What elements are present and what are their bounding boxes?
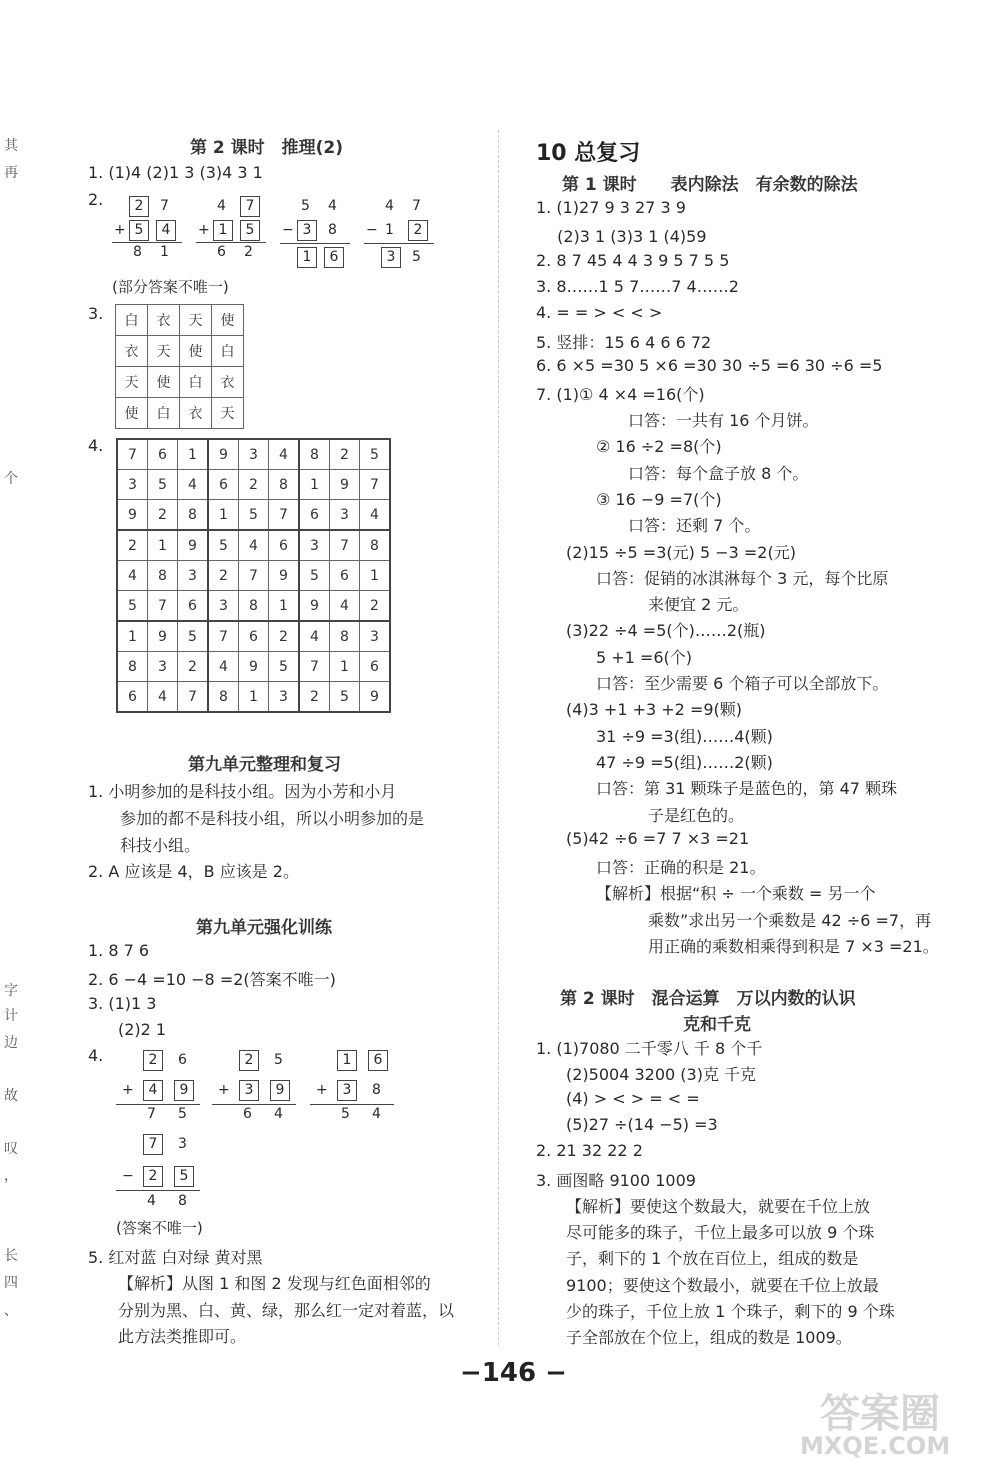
lesson-title: 第 2 课时 推理(2) [190,138,344,158]
answer-line: 口答：第 31 颗珠子是蓝色的，第 47 颗珠 [596,779,898,799]
sudoku-cell: 3 [208,591,239,622]
sudoku-cell: 6 [299,500,330,531]
sudoku-cell: 5 [239,500,269,531]
lesson-title: 第 1 课时 表内除法 有余数的除法 [562,175,858,195]
sudoku-cell: 9 [208,439,239,470]
sudoku-cell: 9 [299,591,330,622]
sudoku-cell: 8 [117,652,148,682]
sudoku-cell: 5 [208,530,239,561]
train-line: 1. 8 7 6 [88,941,150,960]
review-line: 参加的都不是科技小组，所以小明参加的是 [120,809,425,828]
margin-char: 计 [4,1008,18,1024]
answer-line: 5. 竖排：15 6 4 6 6 72 [536,332,712,352]
sudoku-cell: 1 [148,530,178,561]
margin-char: 其 [4,138,18,154]
lesson-title: 克和千克 [683,1015,751,1035]
sudoku-cell: 4 [117,561,148,591]
margin-char: 个 [4,471,18,487]
sudoku-cell: 6 [330,561,360,591]
sudoku-cell: 1 [117,621,148,652]
review-line: 科技小组。 [120,836,201,855]
sudoku-cell: 4 [360,500,391,531]
answer-line: 7. (1)① 4 ×4 =16(个) [536,385,705,405]
sudoku-cell: 5 [148,470,178,500]
sudoku-cell: 7 [148,591,178,622]
answer-line: ② 16 ÷2 =8(个) [596,437,722,457]
sudoku-cell: 9 [330,470,360,500]
sudoku-cell: 5 [299,561,330,591]
sudoku-cell: 1 [269,591,300,622]
sudoku-cell: 6 [269,530,300,561]
margin-char: 故 [4,1088,18,1104]
sudoku-cell: 8 [208,682,239,713]
sudoku-cell: 8 [178,500,209,531]
grid-cell: 白 [148,398,180,429]
vertical-calc: 2 6 + 4 9 7 5 [116,1048,200,1124]
sudoku-cell: 5 [330,682,360,713]
grid-cell: 天 [148,336,180,367]
sudoku-cell: 3 [239,439,269,470]
chapter-title: 10 总复习 [536,141,641,166]
grid-cell: 使 [116,398,148,429]
sudoku-cell: 9 [239,652,269,682]
sudoku-cell: 7 [239,561,269,591]
margin-char: 再 [4,165,18,181]
sudoku-cell: 3 [117,470,148,500]
answer-note: (答案不唯一) [116,1219,203,1237]
grid-cell: 白 [116,305,148,336]
sudoku-cell: 8 [330,621,360,652]
grid-cell: 衣 [116,336,148,367]
sudoku-cell: 6 [117,682,148,713]
sudoku-cell: 4 [239,530,269,561]
sudoku-cell: 2 [330,439,360,470]
answer-line: 【解析】根据“积 ÷ 一个乘数 = 另一个 [596,884,876,904]
sudoku-cell: 8 [299,439,330,470]
sudoku-cell: 8 [269,470,300,500]
margin-char: 字 [4,983,18,999]
answer-line: 31 ÷9 =3(组)……4(颗) [596,726,773,746]
answer-line: 1. (1)27 9 3 27 3 9 [536,198,686,217]
answer-line: 尽可能多的珠子，千位上最多可以放 9 个珠 [566,1223,875,1243]
sudoku-cell: 3 [178,561,209,591]
sudoku-cell: 6 [178,591,209,622]
sudoku-cell: 5 [269,652,300,682]
grid-cell: 衣 [212,367,244,398]
answer-note: (部分答案不唯一) [112,278,229,296]
sudoku-cell: 9 [269,561,300,591]
sudoku-cell: 7 [269,500,300,531]
sudoku-cell: 3 [269,682,300,713]
grid-cell: 衣 [180,398,212,429]
answer-line: 9100；要使这个数最小，就要在千位上放最 [566,1275,879,1295]
sudoku-cell: 8 [148,561,178,591]
sudoku-cell: 6 [360,652,391,682]
answer-line: (5)27 ÷(14 −5) =3 [566,1114,718,1134]
vertical-calc: 2 5 + 3 9 6 4 [212,1048,296,1124]
answer-line: 47 ÷9 =5(组)……2(颗) [596,752,773,772]
sudoku-cell: 6 [148,439,178,470]
answer-line: (5)42 ÷6 =7 7 ×3 =21 [566,828,750,848]
answer-line: (2)15 ÷5 =3(元) 5 −3 =2(元) [566,542,796,562]
sudoku-cell: 2 [178,652,209,682]
train-line: 3. (1)1 3 [88,994,157,1013]
answer-line: 2. 21 32 22 2 [536,1141,643,1161]
answer-line: (4)3 +1 +3 +2 =9(颗) [566,700,743,720]
explanation-line: 此方法类推即可。 [118,1327,247,1346]
answer-line: 子全部放在个位上，组成的数是 1009。 [566,1328,852,1348]
answer-line: 用正确的乘数相乘得到积是 7 ×3 =21。 [648,937,939,956]
watermark-logo: 答案圈 [820,1391,940,1437]
lesson-title: 第 2 课时 混合运算 万以内数的认识 [560,989,856,1009]
answer-line: 口答：每个盒子放 8 个。 [628,463,809,483]
train-line: 2. 6 −4 =10 −8 =2(答案不唯一) [88,970,336,989]
section-title: 第九单元强化训练 [196,918,332,938]
sudoku-cell: 4 [330,591,360,622]
review-line: 2. A 应该是 4，B 应该是 2。 [88,862,299,881]
grid-cell: 白 [212,336,244,367]
answer-q4-label: 4. [88,436,104,455]
sudoku-cell: 5 [117,591,148,622]
sudoku-cell: 5 [178,621,209,652]
sudoku-cell: 2 [360,591,391,622]
column-divider [498,130,499,1345]
train-line: 5. 红对蓝 白对绿 黄对黑 [88,1248,263,1267]
answer-line: 2. 8 7 45 4 4 3 9 5 7 5 5 [536,250,730,270]
sudoku-cell: 1 [330,652,360,682]
grid-cell: 天 [212,398,244,429]
answer-line: 口答：促销的冰淇淋每个 3 元，每个比原 [596,568,889,588]
sudoku-cell: 7 [208,621,239,652]
sudoku-grid [116,438,391,713]
sudoku-cell: 2 [239,470,269,500]
sudoku-cell: 4 [148,682,178,713]
answer-line: 口答：还剩 7 个。 [628,516,761,536]
explanation-line: 【解析】从图 1 和图 2 发现与红色面相邻的 [118,1274,431,1293]
sudoku-cell: 1 [239,682,269,713]
grid-cell: 天 [116,367,148,398]
sudoku-cell: 4 [269,439,300,470]
answer-line: 口答：至少需要 6 个箱子可以全部放下。 [596,674,889,693]
answer-line: 来便宜 2 元。 [648,595,749,615]
sudoku-cell: 6 [208,470,239,500]
vertical-calc: 4 7 + 1 5 6 2 [196,192,268,264]
sudoku-cell: 2 [269,621,300,652]
sudoku-cell: 7 [178,682,209,713]
margin-char: 、 [4,1303,18,1319]
answer-line: 子是红色的。 [648,805,745,825]
answer-line: 1. (1)7080 二千零八 千 8 个千 [536,1039,763,1058]
margin-char: 叹 [4,1141,18,1157]
answer-q2-label: 2. [88,190,104,209]
sudoku-cell: 9 [148,621,178,652]
sudoku-cell: 2 [208,561,239,591]
margin-char: 边 [4,1035,18,1051]
sudoku-cell: 3 [148,652,178,682]
answer-line: 4. = = > < < > [536,303,663,323]
answer-line: 口答：一共有 16 个月饼。 [628,411,819,430]
word-grid [115,304,244,429]
sudoku-cell: 7 [117,439,148,470]
sudoku-cell: 4 [208,652,239,682]
sudoku-cell: 1 [299,470,330,500]
margin-char: ， [4,1168,18,1184]
sudoku-cell: 2 [299,682,330,713]
answer-line: (3)22 ÷4 =5(个)……2(瓶) [566,621,766,641]
sudoku-cell: 4 [178,470,209,500]
grid-cell: 衣 [148,305,180,336]
answer-line: 5 +1 =6(个) [596,647,693,667]
answer-line: 6. 6 ×5 =30 5 ×6 =30 30 ÷5 =6 30 ÷6 =5 [536,355,883,375]
answer-line: 3. 画图略 9100 1009 [536,1170,696,1190]
sudoku-cell: 1 [208,500,239,531]
sudoku-cell: 8 [239,591,269,622]
vertical-calc: 4 7 − 1 2 3 5 [364,192,436,272]
answer-q1: 1. (1)4 (2)1 3 (3)4 3 1 [88,163,263,182]
answer-line: 子，剩下的 1 个放在百位上，组成的数是 [566,1249,859,1269]
explanation-line: 分别为黑、白、黄、绿，那么红一定对着蓝，以 [118,1301,455,1320]
answer-line: (4) > < > = < = [566,1088,700,1108]
answer-q3-label: 3. [88,304,104,323]
sudoku-cell: 7 [330,530,360,561]
review-line: 1. 小明参加的是科技小组。因为小芳和小月 [88,782,397,801]
answer-line: (2)3 1 (3)3 1 (4)59 [536,227,707,247]
sudoku-cell: 9 [178,530,209,561]
answer-line: 乘数”求出另一个乘数是 42 ÷6 =7，再 [648,910,932,930]
grid-cell: 白 [180,367,212,398]
answer-line: 【解析】要使这个数最大，就要在千位上放 [566,1196,871,1216]
margin-char: 长 [4,1248,18,1264]
sudoku-cell: 2 [117,530,148,561]
sudoku-cell: 7 [299,652,330,682]
sudoku-cell: 8 [360,530,391,561]
sudoku-cell: 5 [360,439,391,470]
page-number: −146 − [460,1358,567,1388]
sudoku-cell: 1 [178,439,209,470]
train-line: 4. [88,1046,104,1065]
sudoku-cell: 7 [360,470,391,500]
sudoku-cell: 1 [360,561,391,591]
vertical-calc: 7 3 − 2 5 4 8 [116,1132,200,1212]
grid-cell: 使 [212,305,244,336]
vertical-calc: 1 6 + 3 8 5 4 [310,1048,394,1124]
sudoku-cell: 3 [299,530,330,561]
answer-line: (2)5004 3200 (3)克 千克 [566,1065,757,1085]
sudoku-cell: 9 [117,500,148,531]
answer-line: ③ 16 −9 =7(个) [596,489,722,509]
vertical-calc: 2 7 + 5 4 8 1 [112,192,184,264]
answer-line: 口答：正确的积是 21。 [596,858,766,878]
grid-cell: 天 [180,305,212,336]
answer-line: 3. 8……1 5 7……7 4……2 [536,276,739,296]
margin-char: 四 [4,1275,18,1291]
sudoku-cell: 4 [299,621,330,652]
sudoku-cell: 9 [360,682,391,713]
grid-cell: 使 [148,367,180,398]
sudoku-cell: 6 [239,621,269,652]
sudoku-cell: 3 [330,500,360,531]
watermark-url: MXQE.COM [800,1432,951,1460]
train-line: (2)2 1 [118,1020,167,1039]
vertical-calc: 5 4 − 3 8 1 6 [280,192,352,272]
grid-cell: 使 [180,336,212,367]
section-title: 第九单元整理和复习 [188,755,341,775]
sudoku-cell: 2 [148,500,178,531]
sudoku-cell: 3 [360,621,391,652]
answer-line: 少的珠子，千位上放 1 个珠子，剩下的 9 个珠 [566,1302,895,1321]
